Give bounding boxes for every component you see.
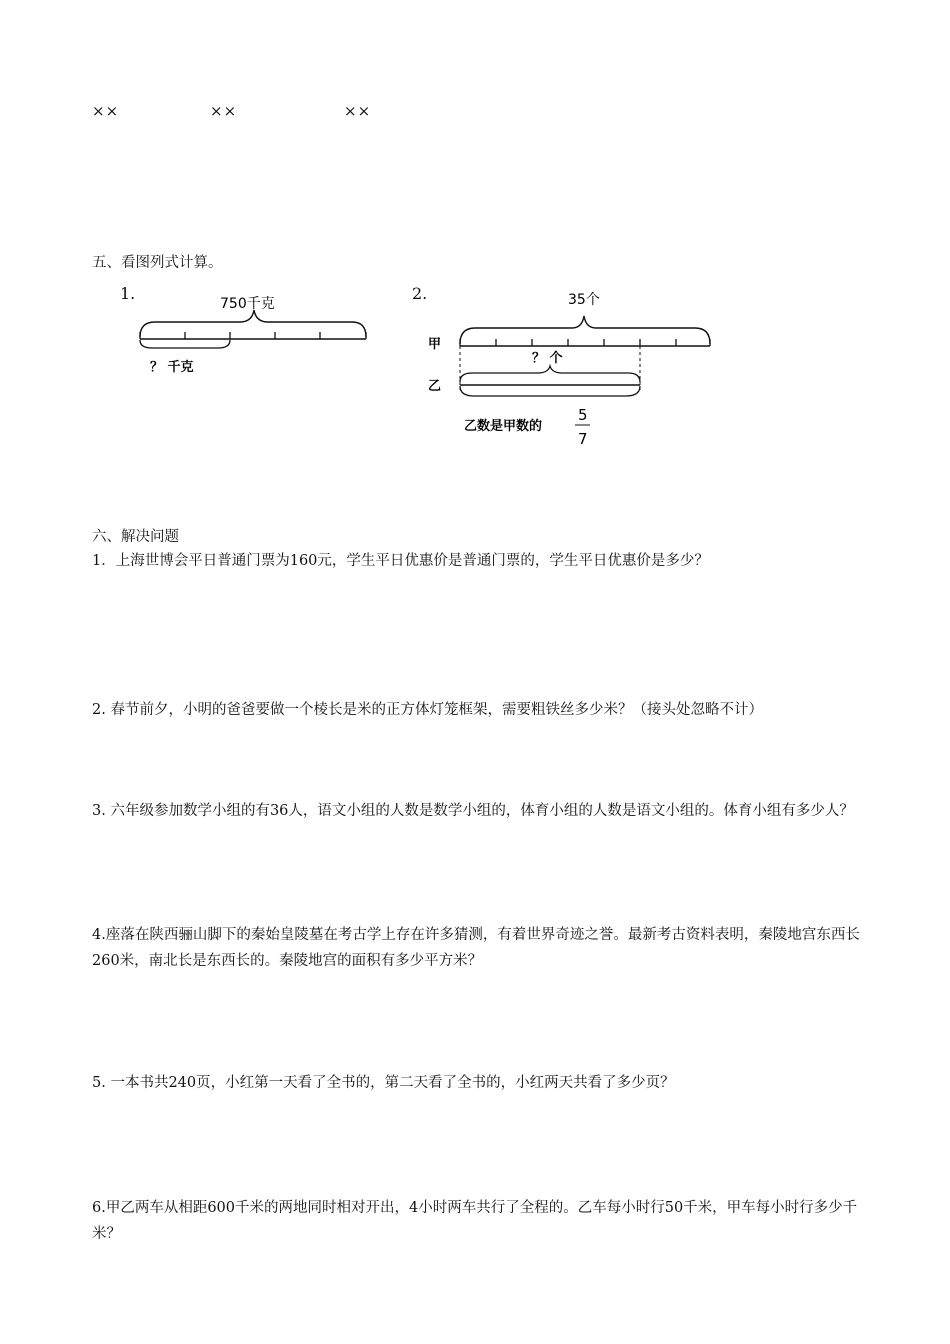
problem-2: 2. 春节前夕，小明的爸爸要做一个棱长是米的正方体灯笼框架，需要粗铁丝多少米？（接头处忽略不计） [92,702,763,718]
problem-6: 6.甲乙两车从相距600千米的两地同时相对开出，4小时两车共行了全程的。乙车每小时行50千米，甲车每小时行多少千米？ [92,1200,858,1242]
section-6-title: 六、解决问题 [92,529,179,545]
diagram-1-top-brace [140,310,366,337]
diagram-2-number: 2. [412,284,428,303]
problem-1: 1．上海世博会平日普通门票为160元，学生平日优惠价是普通门票的，学生平日优惠价是多少？ [92,553,709,569]
diagram-1-number: 1. [120,284,136,303]
diagram-2-mid-brace [460,366,640,382]
diagram-2 [420,282,730,462]
diagram-1 [130,282,380,382]
diagram-2-row-b-label: 乙 [428,379,442,394]
mark-3: ×× [344,102,372,120]
diagram-2-fraction-num: 5 [578,406,588,424]
diagram-2-total-label: 35个 [568,292,600,308]
mark-2: ×× [210,102,238,120]
mark-1: ×× [92,102,120,120]
problem-4: 4.座落在陕西骊山脚下的秦始皇陵墓在考古学上存在许多猜测，有着世界奇迹之誉。最新考古资料表明，秦陵地宫东西长260米，南北长是东西长的。秦陵地宫的面积有多少平方米？ [92,927,860,969]
diagram-1-total-label: 750千克 [220,296,275,312]
diagram-2-part-label: ？ 个 [532,351,563,366]
section-5-title: 五、看图列式计算。 [92,255,223,271]
problem-5: 5. 一本书共240页，小红第一天看了全书的，第二天看了全书的，小红两天共看了多少页？ [92,1075,675,1091]
diagram-2-top-brace [460,316,710,344]
diagram-2-row-a-label: 甲 [428,337,442,352]
diagram-2-fraction-den: 7 [578,430,588,448]
diagram-2-caption: 乙数是甲数的 [464,419,543,434]
diagram-1-part-label: ？ 千克 [150,360,194,375]
problem-3: 3. 六年级参加数学小组的有36人，语文小组的人数是数学小组的，体育小组的人数是语文小组的。体育小组有多少人？ [92,803,854,819]
diagram-1-bottom-brace [140,340,230,348]
diagram-2-bottom-brace [460,386,640,396]
